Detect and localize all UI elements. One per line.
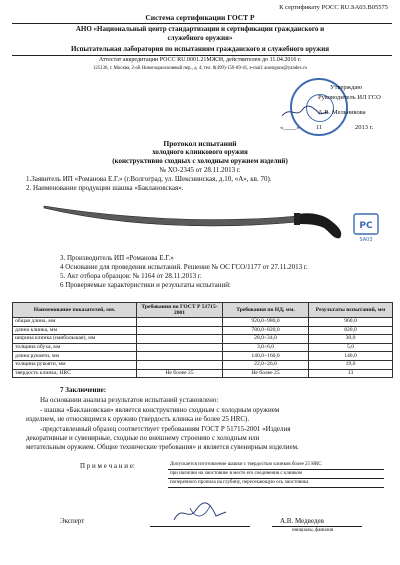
table-row	[13, 318, 393, 327]
table-cell: длина клинка, мм	[13, 326, 137, 335]
sabre-image	[40, 196, 350, 246]
table-header-row	[13, 303, 393, 318]
item-manufacturer: 3. Производитель ИП «Романова Е.Г.»	[60, 254, 174, 262]
conclusion-line: изделием, не относящимся к оружию (твердость клинка не более 25 HRC).	[26, 415, 250, 423]
table-cell: 3,0÷6,0	[223, 343, 309, 352]
approval-year: 2013 г.	[355, 124, 374, 131]
table-cell: 13	[309, 369, 393, 378]
table-cell: 140,0÷160,0	[223, 352, 309, 361]
protocol-number: № ХО-2345 от 28.11.2013 г.	[159, 166, 241, 174]
table-cell: 780,0÷820,0	[223, 326, 309, 335]
conclusion-line: декоративные и сувенирные, сходные по внешнему строению с холодным или	[26, 434, 260, 442]
column-header: Наименование показателей, мм.	[13, 303, 137, 318]
approval-name: А.В. Мельникова	[318, 109, 366, 116]
conclusion-title: 7 Заключение:	[60, 386, 107, 394]
address-line: 125130, г. Москва, 2-ой Новоподмосковный пер., д. 4, тел. 8(499)-159-09-41, e-mail: anostguns@yandex.ru	[93, 66, 307, 71]
table-cell: длина рукояти, мм	[13, 352, 137, 361]
table-cell: 140,0	[309, 352, 393, 361]
table-cell: Не более 25	[223, 369, 309, 378]
table-cell: ширина клинка (наибольшая), мм	[13, 335, 137, 344]
conclusion-intro: На основании анализа результатов испытаний установлено:	[40, 396, 219, 404]
note-line: Допускается изготовление шашки с твердостью клинков более 25 HRC	[170, 462, 322, 467]
table-cell	[137, 360, 223, 369]
svg-text:SA03: SA03	[359, 237, 373, 242]
table-cell	[137, 318, 223, 327]
item-sampling-act: 5. Акт отбора образцов: № 1164 от 28.11.2013 г.	[60, 272, 202, 280]
table-cell: толщина обуха, мм	[13, 343, 137, 352]
expert-signature	[170, 500, 230, 526]
table-cell: 960,0	[309, 318, 393, 327]
item-characteristics: 6 Проверяемые характеристики и результаты испытаний:	[60, 281, 231, 289]
expert-label: Эксперт	[60, 517, 85, 525]
protocol-subtitle-2: (конструктивно сходных с холодным оружием изделий)	[112, 157, 288, 165]
expert-name-caption: инициалы, фамилия	[292, 528, 334, 533]
table-cell: 30,0	[309, 335, 393, 344]
organization-line-2: служебного оружия»	[167, 34, 233, 42]
cert-reference: К сертификату РОСС RU.SA03.B05575	[279, 4, 388, 11]
table-cell	[137, 326, 223, 335]
accreditation-line: Аттестат аккредитации РОСС RU.0001.21МЖ38, действителен до 11.04.2016 г.	[98, 57, 302, 63]
organization-line-1: АНО «Национальный центр стандартизации и сертификации гражданского и	[75, 25, 325, 33]
protocol-title: Протокол испытаний	[163, 139, 237, 148]
table-row	[13, 352, 393, 361]
table-cell: Не более 25	[137, 369, 223, 378]
table-row	[13, 335, 393, 344]
expert-name: А.В. Медведев	[280, 517, 324, 525]
column-header: Требования по ГОСТ Р 51715-2001	[137, 303, 223, 318]
conclusion-line: метательным оружием. Общие технические требования» и является сувенирным изделием.	[26, 443, 299, 451]
table-cell: толщина рукояти, мм	[13, 360, 137, 369]
note-line: поперечного пропила на глубину, пересекающую ось хвостовика	[170, 480, 309, 485]
item-basis: 4 Основание для проведения испытаний. Решение № ОС ГСО/1177 от 27.11.2013 г.	[60, 263, 308, 271]
table-row	[13, 326, 393, 335]
table-cell: 22,0÷26,0	[223, 360, 309, 369]
table-cell	[137, 335, 223, 344]
conclusion-line: -представленный образец соответствует требованиям ГОСТ Р 51715-2001 «Изделия	[40, 425, 291, 433]
certification-system: Система сертификации ГОСТ Р	[145, 13, 255, 22]
column-header: Требования по НД, мм.	[223, 303, 309, 318]
table-cell: 19,0	[309, 360, 393, 369]
table-cell: 820,0	[309, 326, 393, 335]
results-table	[12, 302, 393, 378]
item-product-name: 2. Наименование продукции шашка «Баклановская».	[26, 184, 184, 192]
note-label: П р и м е ч а н и е:	[80, 462, 135, 470]
table-row	[13, 360, 393, 369]
table-row	[13, 343, 393, 352]
table-cell	[137, 343, 223, 352]
column-header: Результаты испытаний, мм	[309, 303, 393, 318]
item-applicant: 1.Заявитель ИП «Романова Е.Г.» (г.Волгоград, ул. Шекснинская, д.10, «А», кв. 70).	[26, 175, 272, 183]
protocol-subtitle-1: холодного клинкового оружия	[152, 148, 248, 156]
table-cell: 5,0	[309, 343, 393, 352]
note-line: при наличии на хвостовике в месте его соединения с клинком	[170, 471, 302, 476]
table-row	[13, 369, 393, 378]
laboratory-name: Испытательная лаборатория по испытаниям гражданского и служебного оружия	[70, 45, 330, 53]
svg-text:PC: PC	[359, 221, 373, 231]
approval-label: Утверждаю	[330, 84, 363, 91]
table-cell: 920,0÷980,0	[223, 318, 309, 327]
table-cell	[137, 352, 223, 361]
table-cell: общая длина, мм	[13, 318, 137, 327]
conclusion-line: - шашка «Баклановская» является конструктивно сходным с холодным оружием	[40, 406, 280, 414]
approval-day: «____»	[280, 124, 300, 131]
table-cell: твердость клинка, HRC	[13, 369, 137, 378]
approval-month: 11	[316, 124, 323, 131]
table-cell: 28,0÷34,0	[223, 335, 309, 344]
approval-head: Руководитель ИЛ ГСО	[318, 94, 381, 101]
certification-logo	[352, 212, 380, 242]
